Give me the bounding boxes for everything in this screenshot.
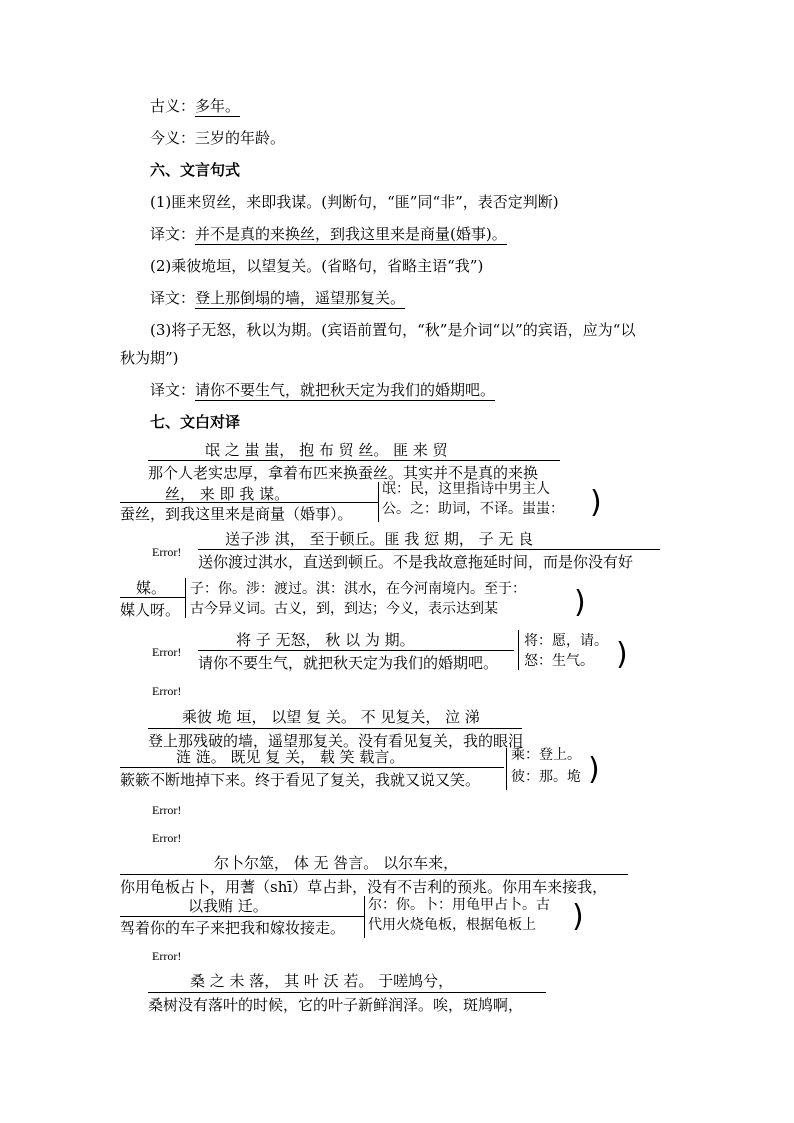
block4-original-2: 涟 涟。 既见 复 关， 载 笑 载言。 xyxy=(176,748,405,766)
right-paren-glyph: ) xyxy=(588,752,600,787)
error-marker: Error! xyxy=(152,684,182,698)
section-heading-6: 六、文言句式 xyxy=(150,161,241,179)
sentence-2: (2)乘彼垝垣，以望复关。(省略句，省略主语“我”) xyxy=(150,257,484,275)
rule xyxy=(120,874,628,875)
block1-note-2: 公。之：助词，不译。蚩蚩： xyxy=(382,501,564,517)
translation-3 xyxy=(150,380,495,400)
block4-note-2: 彼：那。垝 xyxy=(511,769,581,785)
block1-translation-1: 那个人老实忠厚，拿着布匹来换蚕丝。其实并不是真的来换 xyxy=(148,464,539,482)
block5-translation-2: 驾着你的车子来把我和嫁妆接走。 xyxy=(120,919,346,937)
block5-note-2: 代用火烧龟板，根据龟板上 xyxy=(368,917,536,933)
block3-translation: 请你不要生气，就把秋天定为我们的婚期吧。 xyxy=(198,654,499,672)
block3-original: 将 子 无怒， 秋 以 为 期。 xyxy=(236,631,415,649)
block5-note-1: 尔：你。卜：用龟甲占卜。古 xyxy=(368,897,550,913)
bracket xyxy=(364,896,365,938)
block4-translation-1: 登上那残破的墙，遥望那复关。没有看见复关，我的眼泪 xyxy=(148,732,524,750)
error-marker: Error! xyxy=(152,545,182,559)
block6-translation: 桑树没有落叶的时候，它的叶子新鲜润泽。唉，斑鸠啊， xyxy=(148,996,524,1014)
right-paren-glyph: ) xyxy=(574,585,586,620)
block5-original-2: 以我贿 迁。 xyxy=(188,897,268,915)
translation-1 xyxy=(150,224,507,244)
block1-original-1: 氓 之 蚩 蚩， 抱 布 贸 丝。 匪 来 贸 xyxy=(205,441,448,459)
sentence-1: (1)匪来贸丝，来即我谋。(判断句，“匪”同“非”，表否定判断) xyxy=(150,193,559,211)
label: 译文： xyxy=(150,225,196,243)
block4-original-1: 乘彼 垝 垣， 以望 复 关。 不 见复关， 泣 涕 xyxy=(182,708,480,726)
rule xyxy=(148,728,522,729)
underlined-text: 并不是真的来换丝，到我这里来是商量(婚事)。 xyxy=(195,225,507,243)
bracket xyxy=(378,482,379,522)
block5-original-1: 尔卜尔筮， 体 无 咎言。 以尔车来， xyxy=(214,854,459,872)
right-paren-glyph: ) xyxy=(572,899,584,934)
rule xyxy=(120,767,504,768)
section-heading-7: 七、文白对译 xyxy=(150,413,241,431)
rule xyxy=(120,502,378,503)
rule xyxy=(198,549,660,550)
block2-note-1: 子：你。涉：渡过。淇：淇水，在今河南境内。至于： xyxy=(190,581,526,597)
block2-original-2: 媒。 xyxy=(136,579,167,597)
right-paren-glyph: ) xyxy=(616,637,628,672)
block2-translation-2: 媒人呀。 xyxy=(120,601,181,619)
block3-note-1: 将：愿，请。 xyxy=(524,633,608,649)
block3-note-2: 怒：生气。 xyxy=(524,653,594,669)
label: 译文： xyxy=(150,289,196,307)
block1-note-1: 氓：民，这里指诗中男主人 xyxy=(382,481,550,497)
rule xyxy=(120,597,185,598)
block2-original: 送子涉 淇， 至于顿丘。匪 我 愆 期， 子 无 良 xyxy=(225,530,534,548)
underlined-text: 登上那倒塌的墙，遥望那复关。 xyxy=(195,289,406,307)
error-marker: Error! xyxy=(152,803,182,817)
ancient-meaning-line xyxy=(150,96,240,116)
block5-translation-1: 你用龟板占卜，用蓍（shī）草占卦，没有不吉利的预兆。你用车来接我， xyxy=(120,878,608,896)
underlined-text: 请你不要生气，就把秋天定为我们的婚期吧。 xyxy=(195,381,496,399)
translation-2 xyxy=(150,288,405,308)
error-marker: Error! xyxy=(152,831,182,845)
block4-translation-2: 簌簌不断地掉下来。终于看见了复关，我就又说又笑。 xyxy=(120,771,481,789)
block4-note-1: 乘：登上。 xyxy=(511,747,581,763)
block1-original-2: 丝， 来 即 我 谋。 xyxy=(165,485,290,503)
modern-meaning-line: 今义：三岁的年龄。 xyxy=(150,129,286,147)
error-marker: Error! xyxy=(152,645,182,659)
block6-original: 桑 之 未 落， 其 叶 沃 若。 于嗟鸠兮， xyxy=(190,972,454,990)
label: 古义： xyxy=(150,97,196,115)
bracket xyxy=(518,630,519,670)
underlined-text: 多年。 xyxy=(195,97,241,115)
sentence-3a: (3)将子无怒，秋以为期。(宾语前置句，“秋”是介词“以”的宾语，应为“以 xyxy=(150,321,636,339)
block2-note-2: 古今异义词。古义，到，到达；今义，表示达到某 xyxy=(190,601,498,617)
block2-translation: 送你渡过淇水，直送到顿丘。不是我故意拖延时间，而是你没有好 xyxy=(198,553,634,571)
rule xyxy=(120,916,364,917)
rule xyxy=(148,460,560,461)
error-marker: Error! xyxy=(152,949,182,963)
block1-translation-2: 蚕丝，到我这里来是商量（婚事）。 xyxy=(120,505,353,523)
bracket xyxy=(185,578,186,618)
bracket xyxy=(506,748,507,790)
label: 译文： xyxy=(150,381,196,399)
rule xyxy=(148,992,546,993)
rule xyxy=(198,650,514,651)
right-paren-glyph: ) xyxy=(590,485,602,520)
sentence-3b: 秋为期”) xyxy=(120,349,179,367)
